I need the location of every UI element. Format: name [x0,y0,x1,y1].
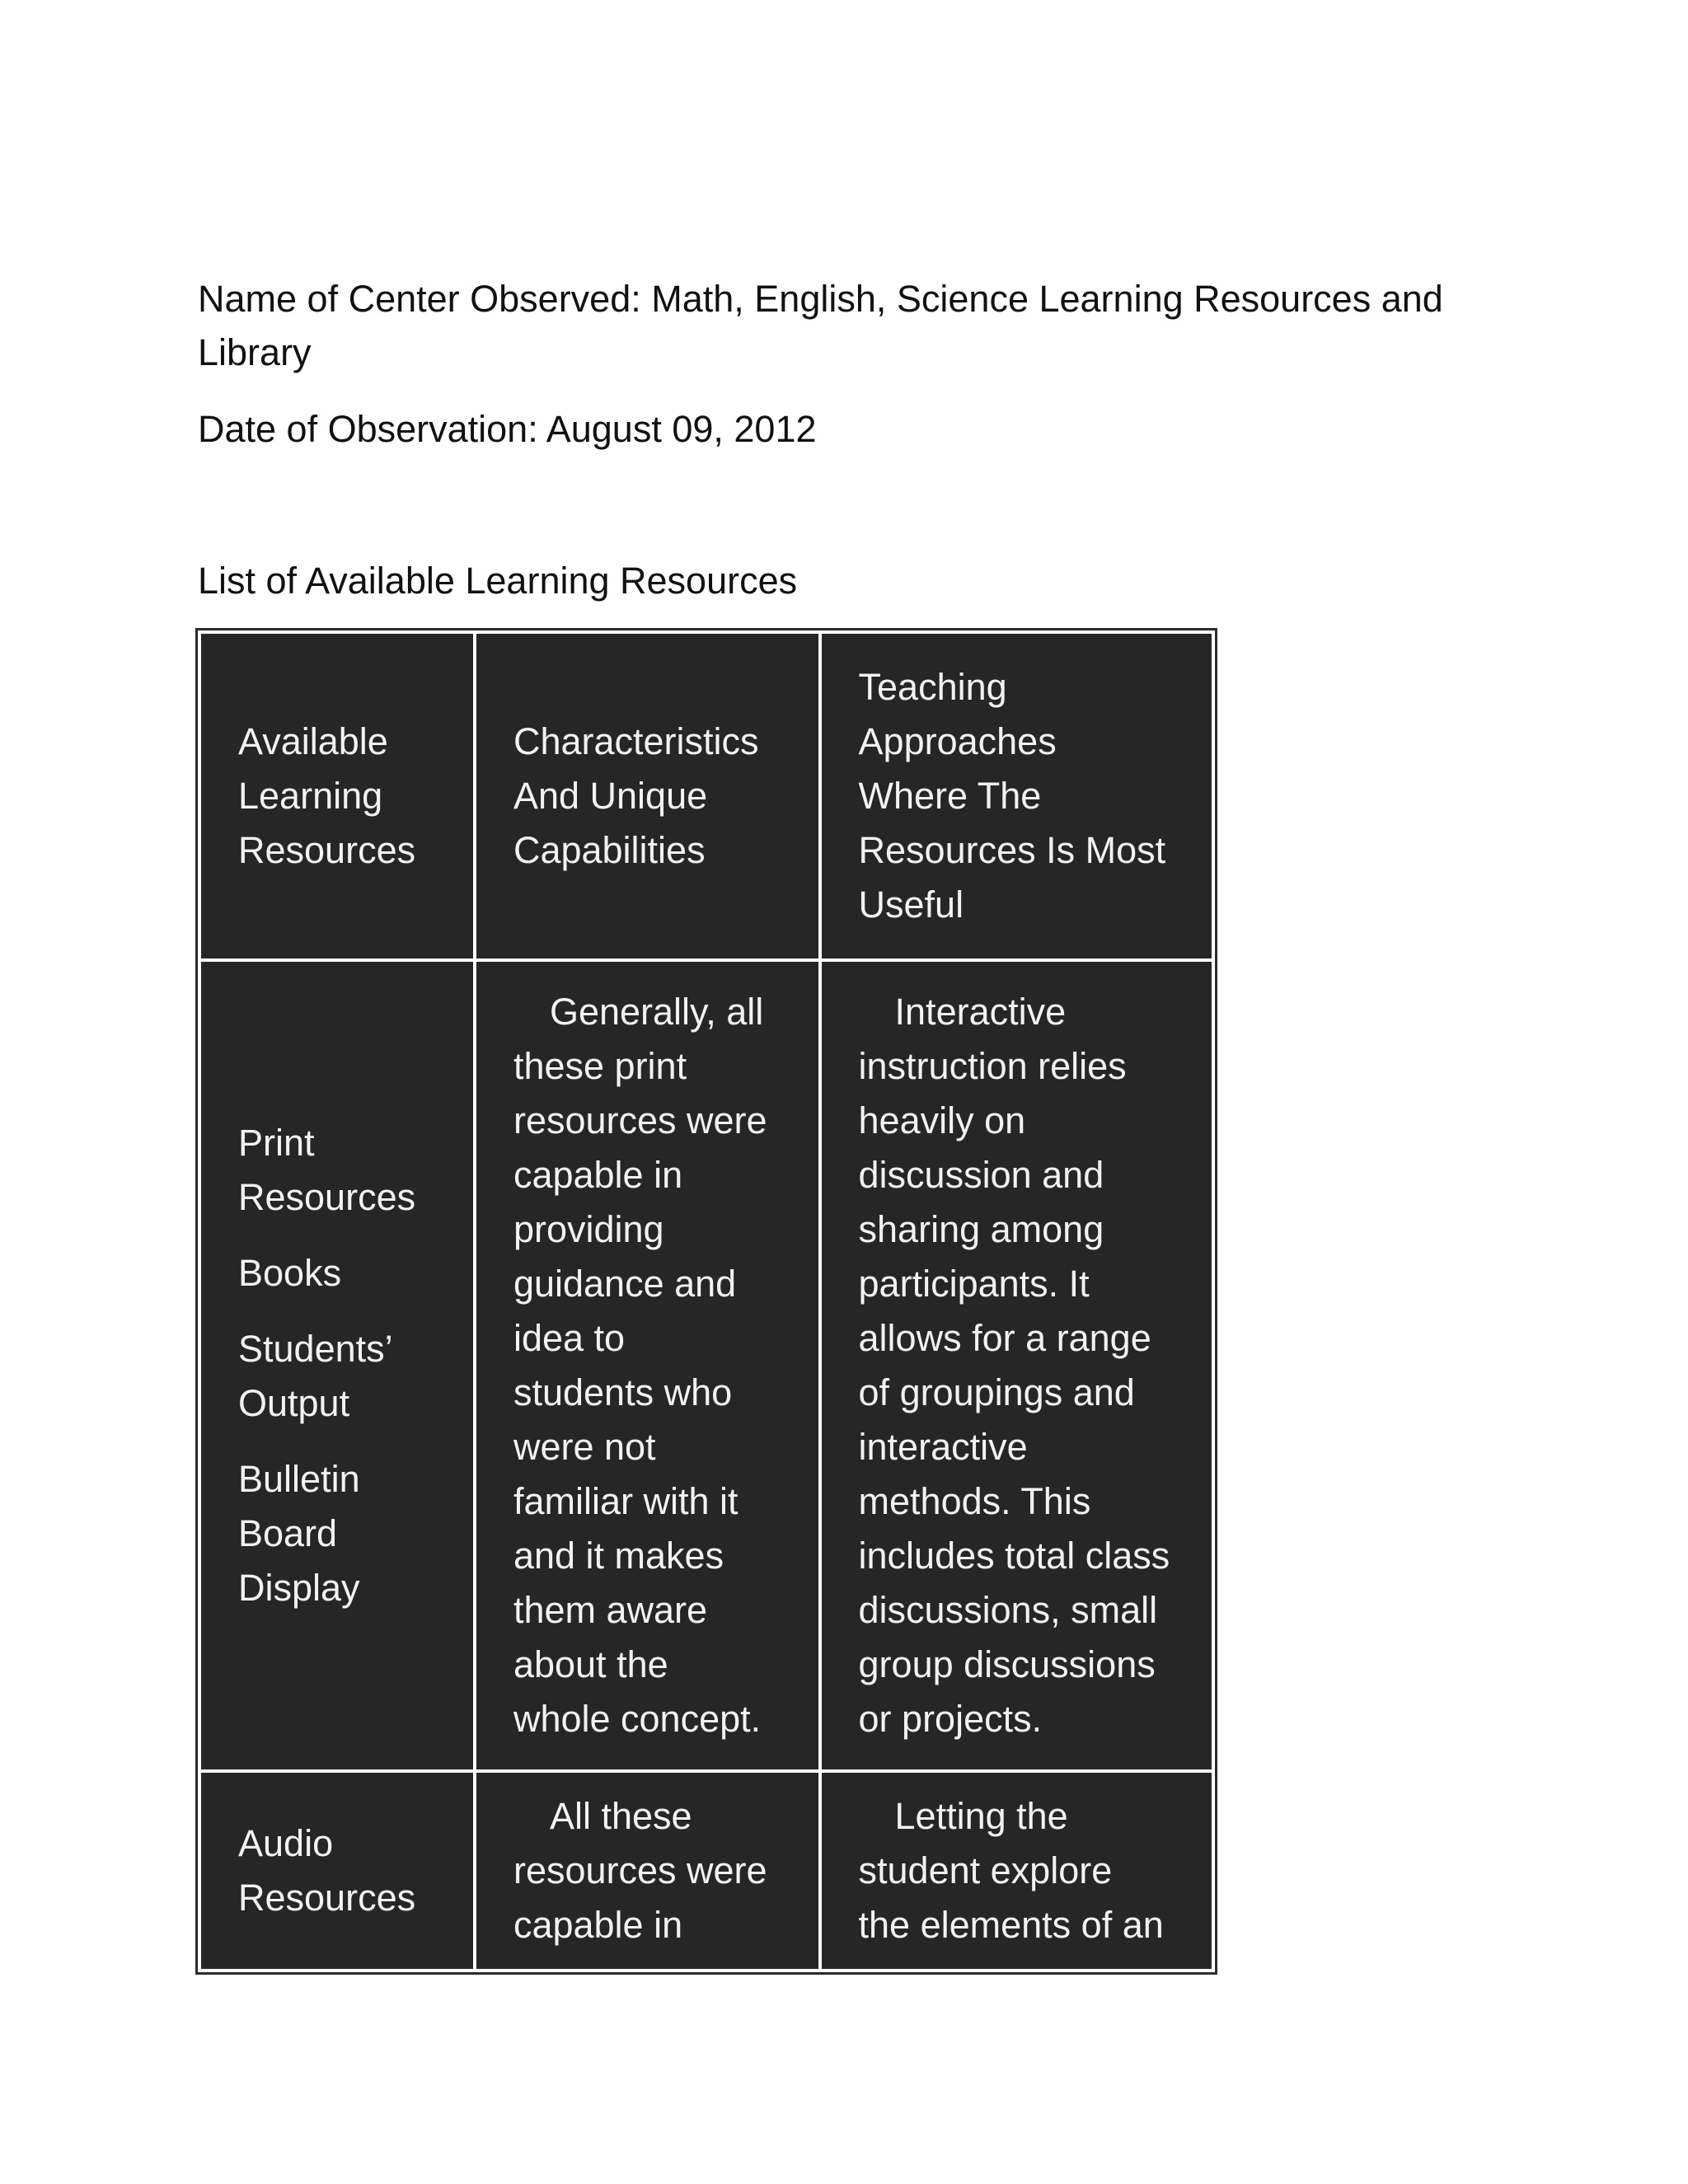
cell-line: Students’ [238,1328,393,1370]
cell-line: Available [238,720,388,762]
cell-line: discussions, small [858,1589,1158,1631]
cell-line: Learning [238,775,383,817]
cell-line: Board [238,1512,338,1554]
cell-line: guidance and [513,1263,737,1305]
teaching-approach-cell [822,1773,1212,1969]
center-observed-line: Name of Center Observed: Math, English, Science Learning Resources and [198,278,1443,320]
cell-line: Approaches [858,720,1057,762]
cell-line: sharing among [858,1208,1104,1250]
cell-line: students who [513,1371,733,1413]
cell-line: of groupings and [858,1371,1135,1413]
cell-line: includes total class [858,1535,1170,1577]
cell-line: Teaching [858,666,1007,708]
cell-line: Output [238,1382,350,1424]
table-row [201,962,1212,1769]
cell-line: Audio [238,1822,334,1864]
paragraph-gap [238,1225,437,1246]
cell-line: discussion and [858,1154,1104,1196]
cell-line: Resources Is Most [858,829,1166,871]
cell-line: Print [238,1122,315,1164]
resources-list-heading: List of Available Learning Resources [198,560,798,602]
table-row [201,1773,1212,1969]
center-observed-line-continued: Library [198,331,312,373]
observation-date-line: Date of Observation: August 09, 2012 [198,408,817,450]
cell-line: were not [513,1426,656,1468]
cell-line: Resources [238,829,416,871]
cell-line: or projects. [858,1698,1043,1740]
learning-resources-table [195,628,1217,1975]
cell-line: idea to [513,1317,626,1359]
cell-line: resources were [513,1849,767,1891]
cell-line: Generally, all [549,991,764,1033]
teaching-approach-cell [822,962,1212,1769]
cell-line: group discussions [858,1643,1156,1685]
cell-line: Bulletin [238,1458,360,1500]
cell-line: capable in [513,1154,683,1196]
cell-line: All these [549,1795,692,1837]
header-cell-characteristics [476,634,818,958]
cell-line: the elements of an [858,1904,1164,1946]
cell-line: whole concept. [513,1698,762,1740]
header-cell-resources [201,634,473,958]
cell-line: allows for a range [858,1317,1151,1359]
cell-line: heavily on [858,1099,1026,1141]
header-cell-teaching-approaches [822,634,1212,958]
cell-line: resources were [513,1099,767,1141]
cell-line: capable in [513,1904,683,1946]
resource-name-cell [201,962,473,1769]
cell-line: instruction relies [858,1045,1127,1087]
cell-line: methods. This [858,1480,1091,1522]
characteristics-cell [476,962,818,1769]
cell-line: student explore [858,1849,1113,1891]
resource-name-cell [201,1773,473,1969]
cell-line: Characteristics [513,720,759,762]
cell-line: And Unique [513,775,708,817]
cell-line: Where The [858,775,1042,817]
cell-line: Books [238,1252,342,1294]
characteristics-cell [476,1773,818,1969]
cell-line: Resources [238,1877,416,1919]
cell-line: them aware [513,1589,708,1631]
cell-line: Useful [858,883,964,926]
table-header-row [201,634,1212,958]
cell-line: Resources [238,1176,416,1218]
cell-line: interactive [858,1426,1028,1468]
paragraph-gap [238,1301,437,1322]
cell-line: Display [238,1567,360,1609]
cell-line: Letting the [894,1795,1068,1837]
cell-line: and it makes [513,1535,724,1577]
cell-line: about the [513,1643,668,1685]
cell-line: Capabilities [513,829,706,871]
cell-line: familiar with it [513,1480,738,1522]
paragraph-gap [238,1431,437,1452]
cell-line: these print [513,1045,687,1087]
cell-line: providing [513,1208,664,1250]
cell-line: participants. It [858,1263,1090,1305]
cell-line: Interactive [894,991,1067,1033]
